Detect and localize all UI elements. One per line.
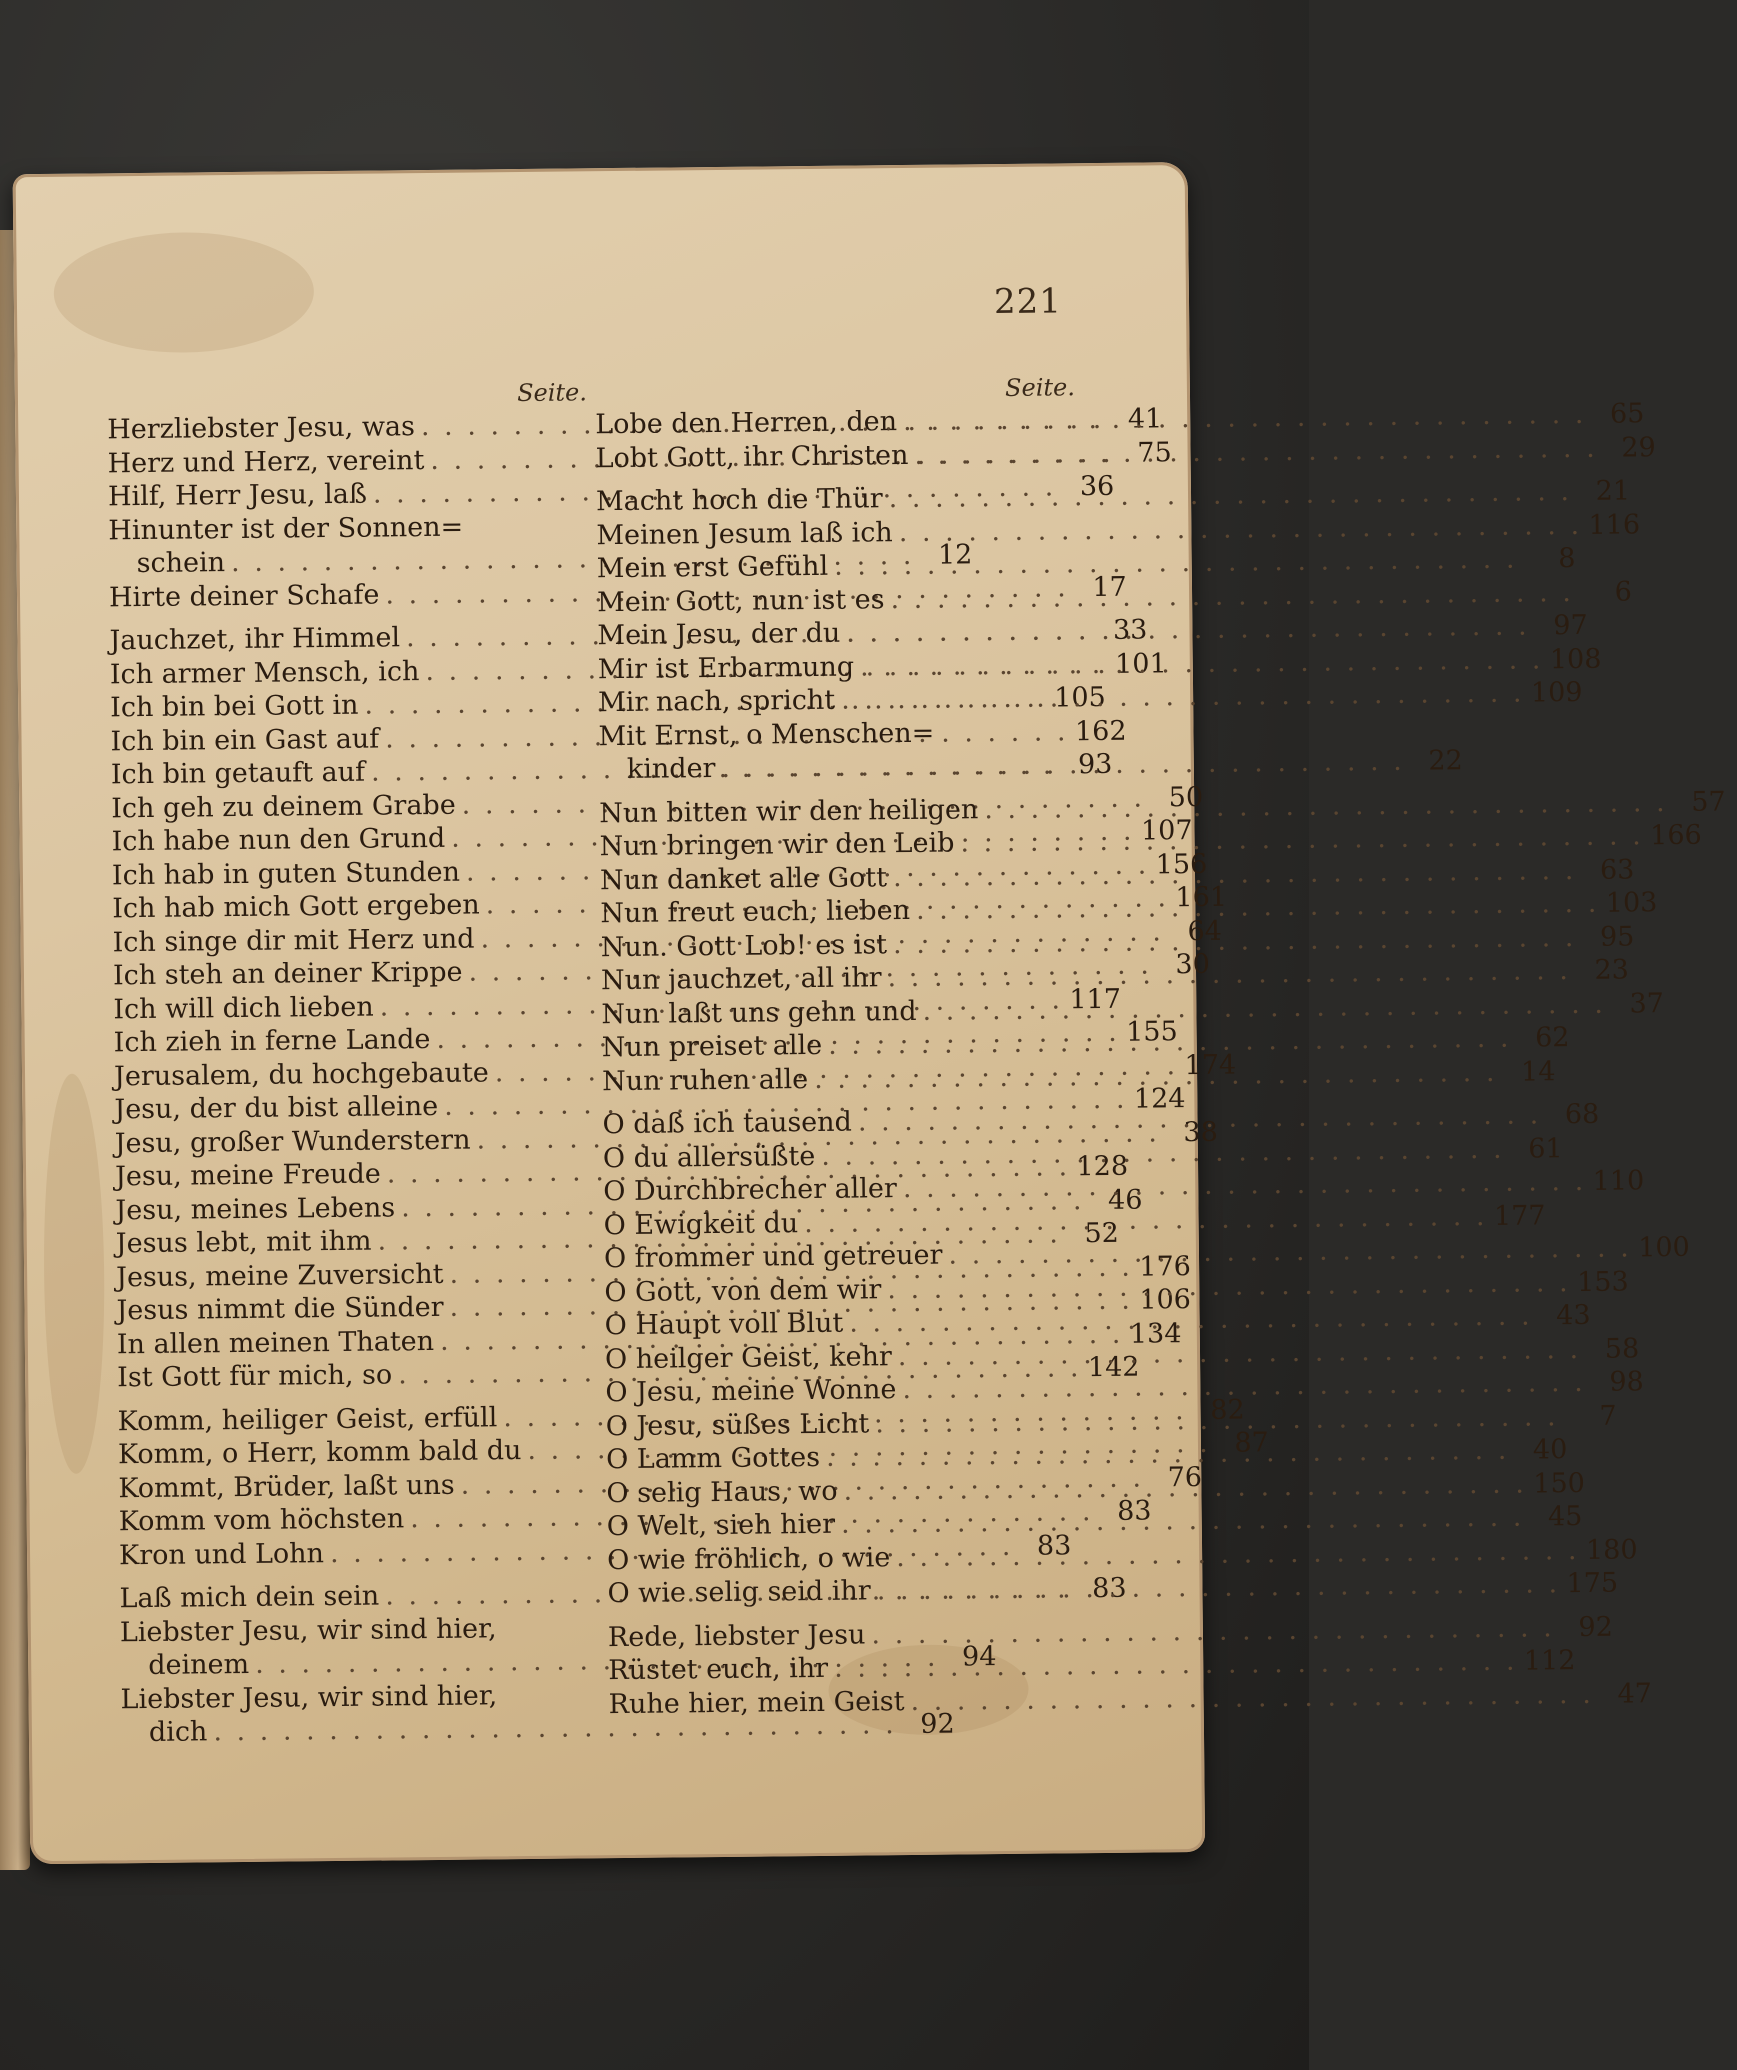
- index-entry: [108, 509, 588, 548]
- entry-page-number: 106: [1139, 1284, 1192, 1316]
- entry-title: Jesus lebt, mit ihm: [115, 1225, 372, 1260]
- entry-title: In allen meinen Thaten: [116, 1325, 435, 1360]
- leader-dots: [721, 745, 1405, 786]
- entry-page-number: 117: [1069, 983, 1122, 1015]
- entry-title: Macht hoch die Thür: [595, 483, 883, 518]
- entry-title: O selig Haus, wo: [606, 1475, 838, 1509]
- entry-page-number: 22: [1428, 745, 1463, 777]
- entry-page-number: 161: [1175, 881, 1228, 914]
- entry-page-number: 180: [1585, 1533, 1638, 1566]
- entry-title: kinder: [626, 753, 716, 785]
- entry-title: Ich habe nun den Grund: [111, 822, 446, 858]
- entry-title: O wie selig seid ihr: [607, 1575, 871, 1610]
- entry-title: Nun bitten wir den heiligen: [599, 793, 979, 829]
- column-heading: Seite.: [516, 378, 588, 408]
- index-entry: [598, 715, 1078, 754]
- entry-title: Komm vom höchsten: [118, 1503, 405, 1538]
- entry-title: Ich bin ein Gast auf: [110, 723, 380, 757]
- entry-title: O Ewigkeit du: [603, 1207, 799, 1241]
- entry-page-number: 116: [1588, 508, 1641, 541]
- column-heading: Seite.: [1004, 373, 1076, 402]
- page-number: 221: [993, 281, 1063, 323]
- entry-title: Komm, heiliger Geist, erfüll: [117, 1401, 498, 1437]
- entry-page-number: 155: [1126, 1016, 1178, 1048]
- entry-page-number: 128: [1076, 1150, 1129, 1183]
- entry-page-number: 43: [1556, 1299, 1591, 1332]
- entry-title: Ist Gott für mich, so: [117, 1359, 393, 1394]
- entry-title: Jesus, meine Zuversicht: [116, 1258, 444, 1293]
- entry-page-number: 33: [1112, 614, 1148, 646]
- entry-page-number: 92: [920, 1708, 955, 1740]
- entry-page-number: 52: [1084, 1217, 1119, 1250]
- book-page: [13, 162, 1726, 1864]
- entry-page-number: 108: [1549, 643, 1602, 675]
- entry-page-number: 21: [1595, 475, 1631, 507]
- entry-page-number: 6: [1614, 575, 1633, 608]
- entry-page-number: 153: [1576, 1265, 1629, 1298]
- entry-page-number: 109: [1530, 676, 1583, 709]
- entry-page-number: 166: [1650, 819, 1702, 852]
- entry-title: Ich geh zu deinem Grabe: [111, 789, 456, 824]
- entry-page-number: 12: [937, 539, 973, 571]
- entry-title: Mein Gott, nun ist es: [596, 583, 885, 618]
- entry-page-number: 8: [1558, 542, 1576, 575]
- entry-title: Ich zieh in ferne Lande: [113, 1024, 431, 1059]
- entry-title: Laß mich dein sein: [119, 1580, 380, 1615]
- entry-page-number: 61: [1528, 1132, 1563, 1165]
- entry-page-number: 95: [1599, 920, 1635, 953]
- entry-page-number: 103: [1605, 887, 1658, 919]
- entry-page-number: 100: [1638, 1231, 1690, 1264]
- entry-title: O heilger Geist, kehr: [604, 1340, 892, 1375]
- entry-page-number: [1630, 733, 1682, 734]
- entry-title: Ich bin bei Gott in: [110, 689, 359, 724]
- index-entry: [607, 1611, 1613, 1655]
- entry-title: Mein erst Gefühl: [596, 550, 829, 585]
- entry-page-number: 150: [1533, 1467, 1586, 1499]
- entry-title: Jesu, meines Lebens: [115, 1191, 396, 1226]
- entry-page-number: 76: [1167, 1461, 1203, 1493]
- entry-page-number: 105: [1054, 681, 1106, 714]
- entry-title: O daß ich tausend: [602, 1106, 853, 1141]
- index-entry: [121, 1708, 955, 1750]
- entry-title: O du allersüßte: [602, 1140, 816, 1174]
- entry-page-number: 17: [1092, 571, 1127, 603]
- entry-page-number: 23: [1594, 954, 1630, 986]
- entry-title: O frommer und getreuer: [603, 1239, 943, 1275]
- leader-dots: [814, 1055, 1498, 1096]
- index-entry: [596, 508, 1641, 553]
- entry-page-number: 107: [1140, 815, 1193, 847]
- entry-title: Jesu, meine Freude: [114, 1158, 381, 1193]
- entry-page-number: 98: [1609, 1366, 1644, 1398]
- entry-page-number: 83: [1092, 1572, 1127, 1605]
- entry-page-number: 40: [1532, 1434, 1568, 1466]
- entry-title: Liebster Jesu, wir sind hier,: [119, 1612, 497, 1648]
- entry-page-number: 92: [1578, 1611, 1613, 1643]
- entry-page-number: 58: [1604, 1332, 1640, 1365]
- entry-page-number: 83: [1116, 1495, 1152, 1527]
- entry-page-number: 64: [1187, 915, 1223, 947]
- entry-title: Lobe den Herren, den: [595, 406, 898, 441]
- entry-title: Nun ruhen alle: [601, 1063, 809, 1097]
- entry-page-number: 82: [1210, 1393, 1245, 1426]
- index-entry: [608, 1677, 1653, 1722]
- entry-page-number: 37: [1629, 987, 1665, 1019]
- entry-page-number: 57: [1691, 785, 1726, 818]
- entry-title: Mit Ernst, o Menschen=: [598, 717, 935, 752]
- entry-page-number: 162: [1074, 715, 1127, 747]
- entry-title: Ich hab mich Gott ergeben: [112, 889, 480, 925]
- index-entry: [606, 1533, 1638, 1578]
- leader-dots: [841, 677, 1525, 718]
- entry-title: Komm, o Herr, komm bald du: [117, 1435, 522, 1471]
- index-entry: [608, 1645, 1576, 1688]
- entry-title: Nun. Gott Lob! es ist: [600, 928, 888, 963]
- entry-page-number: 65: [1609, 398, 1645, 430]
- leader-dots: [877, 1567, 1561, 1608]
- entry-title: Nun danket alle Gott: [599, 861, 888, 896]
- entry-page-number: 94: [961, 1641, 997, 1673]
- entry-title: Meinen Jesum laß ich: [596, 516, 893, 551]
- paper-stain: [53, 231, 314, 354]
- entry-title: Nun jauchzet, all ihr: [600, 962, 882, 997]
- entry-page-number: 45: [1547, 1500, 1583, 1533]
- entry-title: Jesu, der du bist alleine: [114, 1090, 439, 1126]
- index-entry: [120, 1678, 600, 1717]
- paper-stain: [42, 1073, 106, 1474]
- entry-page-number: 68: [1564, 1098, 1600, 1131]
- entry-page-number: 110: [1592, 1165, 1645, 1197]
- entry-page-number: 124: [1133, 1083, 1186, 1115]
- entry-title: Ruhe hier, mein Geist: [608, 1685, 905, 1720]
- entry-page-number: 46: [1107, 1184, 1143, 1216]
- entry-title: Hilf, Herr Jesu, laß: [107, 478, 368, 513]
- entry-title: Hinunter ist der Sonnen=: [108, 511, 464, 546]
- entry-page-number: 50: [1168, 781, 1204, 813]
- entry-page-number: 177: [1493, 1199, 1546, 1232]
- entry-title: Lobt Gott, ihr Christen: [595, 439, 909, 474]
- entry-title: deinem: [148, 1648, 250, 1681]
- entry-title: Mir ist Erbarmung: [597, 651, 855, 685]
- entry-title: Nun bringen wir den Leib: [599, 827, 955, 863]
- entry-title: Ich bin getauft auf: [110, 756, 366, 791]
- entry-page-number: 36: [1079, 470, 1115, 503]
- entry-page-number: 38: [1183, 1116, 1218, 1148]
- entry-title: Ich armer Mensch, ich: [109, 655, 420, 690]
- entry-title: O Welt, sieh hier: [606, 1508, 836, 1543]
- entry-title: Mir nach, spricht: [598, 684, 836, 719]
- entry-title: O wie fröhlich, o wie: [606, 1541, 891, 1576]
- entry-title: Mein Jesu, der du: [597, 617, 841, 652]
- entry-title: O Durchbrecher aller: [603, 1173, 898, 1208]
- entry-page-number: 175: [1566, 1567, 1619, 1600]
- entry-page-number: 101: [1114, 647, 1167, 680]
- entry-page-number: 142: [1087, 1351, 1140, 1384]
- entry-title: Ich will dich lieben: [113, 991, 374, 1025]
- entry-page-number: 87: [1234, 1427, 1269, 1459]
- entry-page-number: 97: [1553, 609, 1588, 642]
- entry-title: O Gott, von dem wir: [604, 1273, 882, 1308]
- entry-page-number: 176: [1139, 1250, 1192, 1283]
- leader-dots: [910, 1677, 1594, 1718]
- entry-title: O Jesu, süßes Licht: [605, 1407, 870, 1442]
- entry-page-number: 112: [1523, 1645, 1576, 1677]
- entry-page-number: 14: [1520, 1055, 1556, 1088]
- entry-title: Ich singe dir mit Herz und: [112, 923, 475, 958]
- entry-title: Hirte deiner Schafe: [108, 579, 380, 613]
- entry-page-number: 174: [1184, 1049, 1237, 1081]
- entry-page-number: 93: [1077, 748, 1113, 781]
- entry-title: Nun preiset alle: [601, 1029, 823, 1064]
- entry-title: Nun laßt uns gehn und: [601, 995, 917, 1030]
- entry-title: Rüstet euch, ihr: [608, 1652, 829, 1687]
- entry-title: Herz und Herz, vereint: [107, 444, 425, 479]
- entry-title: Kron und Lohn: [118, 1537, 325, 1571]
- entry-title: Jesus nimmt die Sünder: [116, 1291, 444, 1327]
- entry-title: O Haupt voll Blut: [604, 1307, 844, 1342]
- entry-page-number: 83: [1036, 1529, 1072, 1562]
- entry-title: O Lamm Gottes: [605, 1441, 821, 1476]
- entry-title: Nun freut euch, lieben: [600, 894, 911, 930]
- entry-title: dich: [148, 1716, 208, 1748]
- index-entry: [596, 542, 1576, 586]
- entry-page-number: 75: [1137, 436, 1172, 469]
- entry-page-number: 47: [1617, 1677, 1653, 1710]
- entry-page-number: 41: [1127, 403, 1163, 435]
- entry-title: Jesu, großer Wunderstern: [114, 1124, 471, 1159]
- leader-dots: [914, 431, 1598, 472]
- entry-page-number: 7: [1599, 1400, 1617, 1432]
- entry-title: O Jesu, meine Wonne: [605, 1374, 897, 1409]
- entry-page-number: 156: [1155, 848, 1208, 880]
- entry-title: Jerusalem, du hochgebaute: [113, 1056, 489, 1092]
- entry-page-number: 62: [1534, 1022, 1570, 1054]
- entry-title: Ich hab in guten Stunden: [111, 856, 461, 891]
- entry-title: schein: [136, 547, 226, 580]
- index-entry: [120, 1611, 600, 1650]
- entry-title: Ich steh an deiner Krippe: [112, 956, 463, 992]
- entry-page-number: 30: [1175, 948, 1210, 981]
- entry-page-number: 29: [1621, 431, 1656, 464]
- entry-title: Liebster Jesu, wir sind hier,: [120, 1679, 498, 1715]
- entry-title: Kommt, Brüder, laßt uns: [118, 1469, 455, 1504]
- entry-title: Jauchzet, ihr Himmel: [109, 622, 401, 657]
- entry-page-number: 63: [1599, 853, 1635, 886]
- entry-page-number: 134: [1129, 1317, 1182, 1350]
- entry-title: Rede, liebster Jesu: [607, 1618, 866, 1653]
- entry-title: Herzliebster Jesu, was: [107, 411, 416, 446]
